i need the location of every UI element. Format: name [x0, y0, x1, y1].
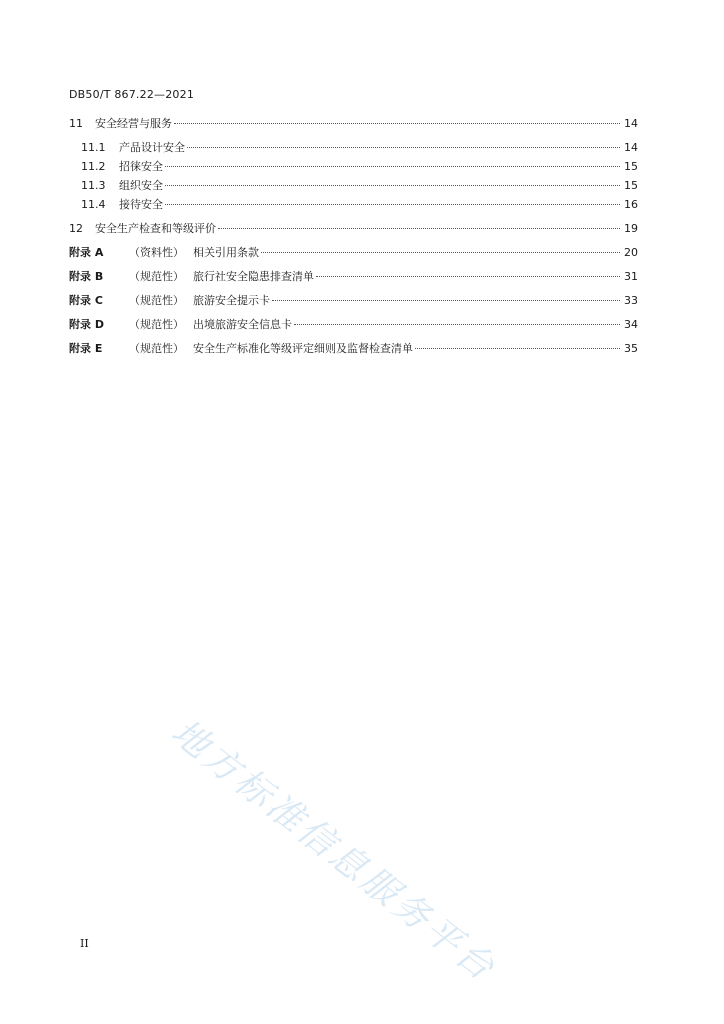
toc-entry-12[interactable] [69, 221, 638, 237]
toc-entry-page: 15 [624, 179, 638, 192]
appendix-number: 附录 B [69, 270, 104, 283]
toc-entry-title: 安全经营与服务 [95, 117, 172, 130]
toc-appendix-b[interactable] [69, 269, 638, 285]
dot-leader [165, 204, 620, 205]
appendix-type: （规范性） [129, 318, 184, 331]
dot-leader [174, 123, 620, 124]
toc-entry-11-4[interactable] [69, 197, 638, 213]
appendix-page: 34 [624, 318, 638, 331]
toc-entry-title: 招徕安全 [119, 160, 163, 173]
toc-entry-title: 组织安全 [119, 179, 163, 192]
appendix-title: 旅行社安全隐患排查清单 [193, 270, 314, 283]
toc-entry-number: 12 [69, 222, 83, 235]
page-number: II [80, 937, 89, 950]
toc-entry-number: 11.2 [81, 160, 106, 173]
dot-leader [415, 348, 620, 349]
appendix-title: 出境旅游安全信息卡 [193, 318, 292, 331]
appendix-page: 31 [624, 270, 638, 283]
toc-entry-number: 11 [69, 117, 83, 130]
toc-entry-number: 11.1 [81, 141, 106, 154]
appendix-type: （规范性） [129, 342, 184, 355]
toc-entry-number: 11.3 [81, 179, 106, 192]
standard-code: DB50/T 867.22—2021 [69, 88, 195, 101]
toc-appendix-d[interactable] [69, 317, 638, 333]
toc-entry-page: 19 [624, 222, 638, 235]
appendix-type: （规范性） [129, 270, 184, 283]
appendix-number: 附录 A [69, 246, 104, 259]
watermark: 地方标准信息服务平台 [163, 711, 504, 991]
appendix-type: （规范性） [129, 294, 184, 307]
toc-entry-title: 安全生产检查和等级评价 [95, 222, 216, 235]
dot-leader [218, 228, 620, 229]
toc-entry-11-3[interactable] [69, 178, 638, 194]
toc-appendix-a[interactable] [69, 245, 638, 261]
toc-entry-11-1[interactable] [69, 140, 638, 156]
toc-appendix-c[interactable] [69, 293, 638, 309]
appendix-page: 33 [624, 294, 638, 307]
dot-leader [294, 324, 620, 325]
appendix-page: 20 [624, 246, 638, 259]
appendix-number: 附录 E [69, 342, 103, 355]
dot-leader [165, 166, 620, 167]
dot-leader [187, 147, 620, 148]
toc-appendix-e[interactable] [69, 341, 638, 357]
toc-entry-11[interactable] [69, 116, 638, 132]
appendix-type: （资料性） [129, 246, 184, 259]
appendix-title: 安全生产标准化等级评定细则及监督检查清单 [193, 342, 413, 355]
dot-leader [261, 252, 620, 253]
dot-leader [272, 300, 620, 301]
toc-entry-page: 14 [624, 117, 638, 130]
appendix-title: 相关引用条款 [193, 246, 259, 259]
appendix-page: 35 [624, 342, 638, 355]
toc-entry-11-2[interactable] [69, 159, 638, 175]
toc-entry-page: 16 [624, 198, 638, 211]
toc-entry-page: 14 [624, 141, 638, 154]
toc-entry-title: 产品设计安全 [119, 141, 185, 154]
toc-entry-page: 15 [624, 160, 638, 173]
appendix-title: 旅游安全提示卡 [193, 294, 270, 307]
appendix-number: 附录 C [69, 294, 103, 307]
toc-entry-title: 接待安全 [119, 198, 163, 211]
toc-entry-number: 11.4 [81, 198, 106, 211]
dot-leader [165, 185, 620, 186]
dot-leader [316, 276, 620, 277]
appendix-number: 附录 D [69, 318, 104, 331]
